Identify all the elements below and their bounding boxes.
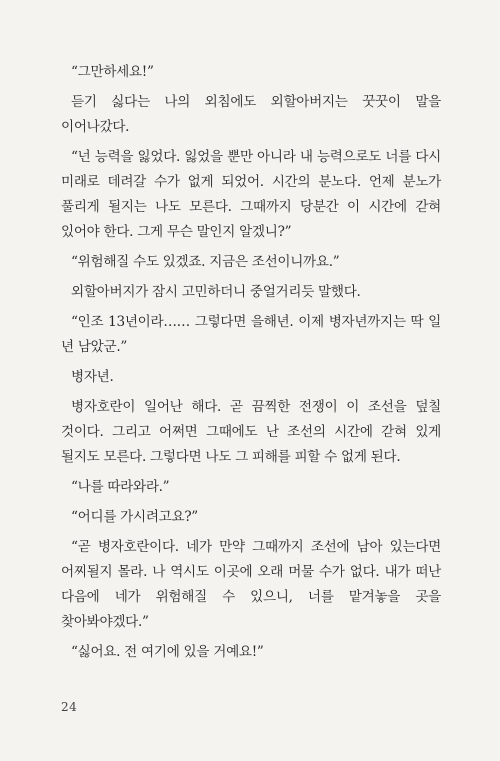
paragraph-8: 병자호란이 일어난 해다. 곧 끔찍한 전쟁이 이 조선을 덮칠 것이다. 그리고 어쩌면 그때에도 난 조선의 시간에 갇혀 있게 될지도 모른다. 그렇다면 나도 그 피해를 피할 수 없게 된다. bbox=[61, 399, 441, 465]
paragraph-9: “나를 따라와라.” bbox=[71, 479, 170, 495]
page-number: 24 bbox=[61, 700, 78, 714]
paragraph-4: “위험해질 수도 있겠죠. 지금은 조선이니까요.” bbox=[71, 254, 340, 270]
paragraph-10: “어디를 가시려고요?” bbox=[71, 509, 198, 525]
paragraph-1: “그만하세요!” bbox=[71, 64, 154, 80]
paragraph-7: 병자년. bbox=[71, 369, 114, 385]
paragraph-11: “곧 병자호란이다. 네가 만약 그때까지 조선에 남아 있는다면 어찌될지 몰라. 나 역시도 이곳에 오래 머물 수가 없다. 내가 떠난 다음에 네가 위험해질 수 있으니, 너를 맡겨놓을 곳을 찾아봐야겠다.” bbox=[61, 539, 441, 630]
paragraph-6: “인조 13년이라…… 그렇다면 을해년. 이제 병자년까지는 딱 일 년 남았군.” bbox=[61, 314, 441, 355]
paragraph-3: “넌 능력을 잃었다. 잃었을 뿐만 아니라 내 능력으로도 너를 다시 미래로 데려갈 수가 없게 되었어. 시간의 분노다. 언제 분노가 풀리게 될지는 나도 모른다. 그때까지 당분간 이 시간에 갇혀 있어야 한다. 그게 무슨 말인지 알겠니?” bbox=[61, 149, 441, 240]
paragraph-2: 듣기 싫다는 나의 외침에도 외할아버지는 꿋꿋이 말을 이어나갔다. bbox=[61, 94, 441, 135]
paragraph-12: “싫어요. 전 여기에 있을 거예요!” bbox=[71, 644, 264, 660]
paragraph-5: 외할아버지가 잠시 고민하더니 중얼거리듯 말했다. bbox=[71, 284, 361, 300]
body-text bbox=[61, 60, 441, 670]
